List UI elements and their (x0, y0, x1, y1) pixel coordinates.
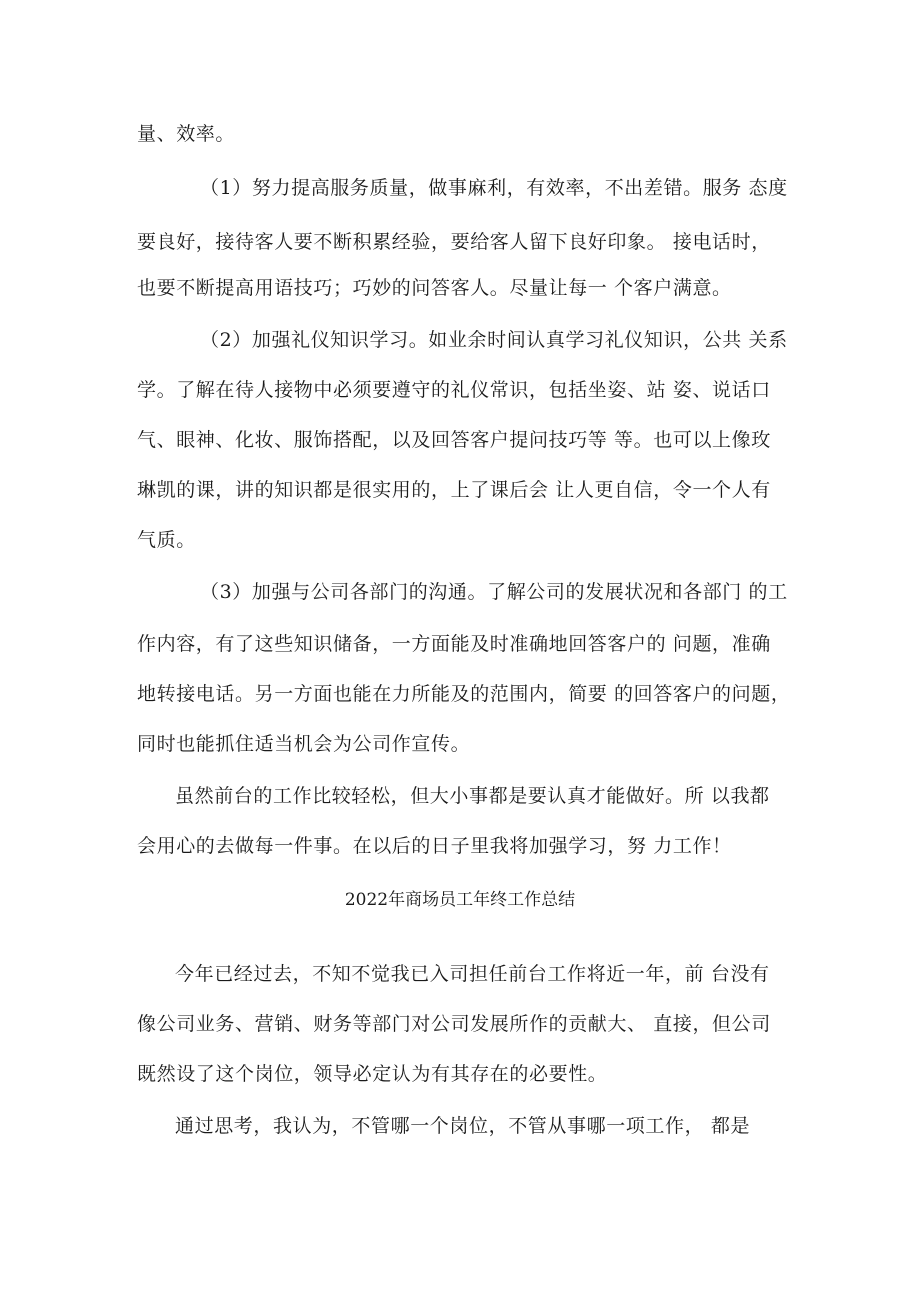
paragraph-line: 量、效率。 (137, 123, 236, 145)
paragraph-line: 要良好，接待客人要不断积累经验，要给客人留下良好印象。 接电话时， (137, 231, 771, 253)
paragraph-line: 既然设了这个岗位，领导必定认为有其存在的必要性。 (137, 1063, 608, 1085)
paragraph-line: （1）努力提高服务质量，做事麻利，有效率，不出差错。服务 态度 (200, 177, 788, 199)
paragraph-line: 地转接电话。另一方面也能在力所能及的范围内，简要 的回答客户的问题， (137, 683, 791, 705)
paragraph-line: 会用心的去做每一件事。在以后的日子里我将加强学习，努 力工作！ (137, 835, 732, 857)
paragraph-line: 学。了解在待人接物中必须要遵守的礼仪常识，包括坐姿、站 姿、说话口 (137, 379, 771, 401)
paragraph-line: 今年已经过去，不知不觉我已入司担任前台工作将近一年，前 台没有 (175, 963, 770, 985)
paragraph-line: 像公司业务、营销、财务等部门对公司发展所作的贡献大、 直接，但公司 (137, 1013, 771, 1035)
paragraph-line: 虽然前台的工作比较轻松，但大小事都是要认真才能做好。所 以我都 (175, 785, 770, 807)
paragraph-line: 也要不断提高用语技巧；巧妙的问答客人。尽量让每一 个客户满意。 (137, 277, 732, 299)
paragraph-line: 作内容，有了这些知识储备，一方面能及时准确地回答客户的 问题，准确 (137, 633, 771, 655)
paragraph-line: 同时也能抓住适当机会为公司作宣传。 (137, 733, 471, 755)
paragraph-line: 气质。 (137, 529, 196, 551)
paragraph-line: 通过思考，我认为，不管哪一个岗位，不管从事哪一项工作， 都是 (175, 1115, 751, 1137)
paragraph-line: 琳凯的课，讲的知识都是很实用的，上了课后会 让人更自信，令一个人有 (137, 479, 771, 501)
paragraph-line: （3）加强与公司各部门的沟通。了解公司的发展状况和各部门 的工 (200, 581, 788, 603)
paragraph-line: 气、眼神、化妆、服饰搭配，以及回答客户提问技巧等 等。也可以上像玫 (137, 429, 771, 451)
section-heading: 2022年商场员工年终工作总结 (344, 890, 576, 910)
paragraph-line: （2）加强礼仪知识学习。如业余时间认真学习礼仪知识，公共 关系 (200, 329, 788, 351)
